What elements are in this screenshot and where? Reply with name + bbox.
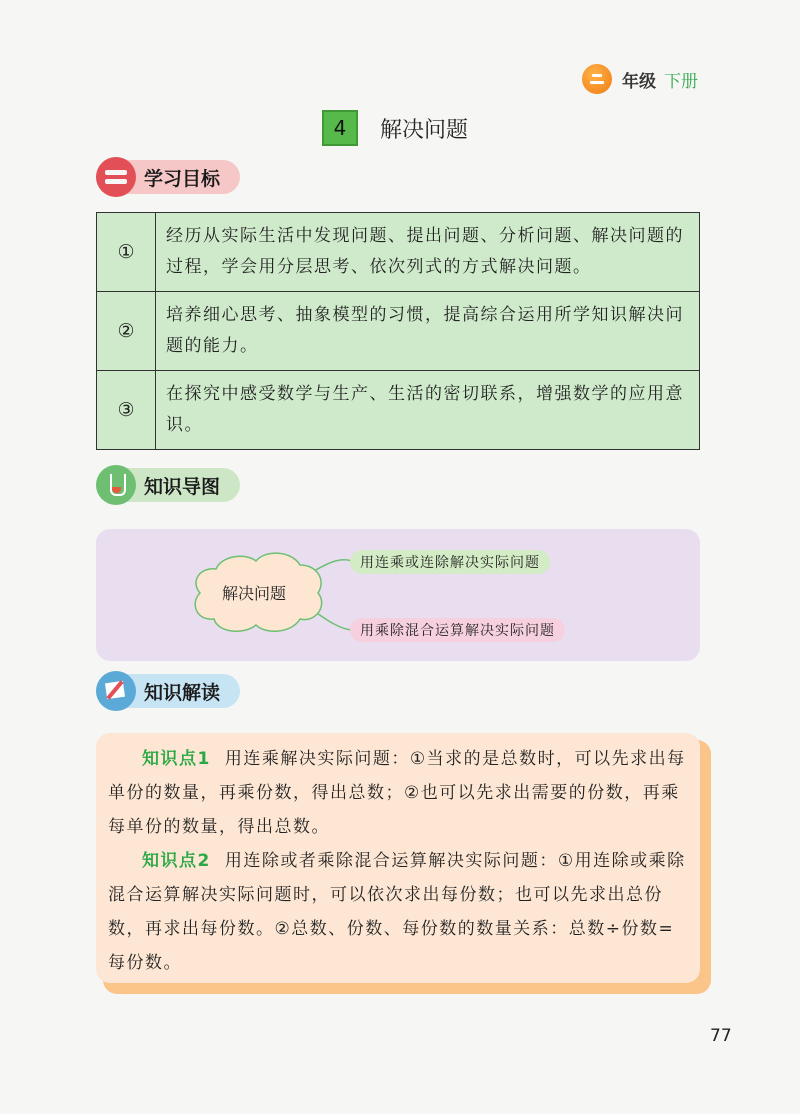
chapter-title: 解决问题 xyxy=(380,117,469,143)
notepad-pen-icon xyxy=(96,671,136,711)
chapter-heading xyxy=(322,110,468,146)
map-branch-1: 用连乘或连除解决实际问题 xyxy=(350,550,550,574)
map-branch-2: 用乘除混合运算解决实际问题 xyxy=(350,618,565,642)
page-number: 77 xyxy=(710,1026,732,1046)
section-explain-title: 知识解读 xyxy=(96,674,240,708)
table-row xyxy=(97,213,700,292)
map-center-label: 解决问题 xyxy=(222,584,287,603)
objective-text: 培养细心思考、抽象模型的习惯，提高综合运用所学知识解决问题的能力。 xyxy=(156,292,700,371)
flask-icon xyxy=(96,465,136,505)
grade-label: 年级 xyxy=(622,71,656,92)
section-explain-header xyxy=(96,674,240,708)
objective-text: 经历从实际生活中发现问题、提出问题、分析问题、解决问题的过程，学会用分层思考、依次列式的方式解决问题。 xyxy=(156,213,700,292)
objectives-table xyxy=(96,212,700,450)
knowledge-point-text: 用连乘解决实际问题：①当求的是总数时，可以先求出每单份的数量，再乘份数，得出总数；②也可以先求出需要的份数，再乘每单份的数量，得出总数。 xyxy=(108,749,686,837)
section-map-header xyxy=(96,468,240,502)
objective-number: ③ xyxy=(97,371,156,450)
objective-number: ② xyxy=(97,292,156,371)
knowledge-point-label: 知识点2 xyxy=(142,851,211,871)
section-objectives-title: 学习目标 xyxy=(96,160,240,194)
objective-number: ① xyxy=(97,213,156,292)
knowledge-point-text: 用连除或者乘除混合运算解决实际问题：①用连除或乘除混合运算解决实际问题时，可以依次求出每份数；也可以先求出总份数，再求出每份数。②总数、份数、每份数的数量关系：总数÷份数=每份数。 xyxy=(108,851,686,973)
section-map-title: 知识导图 xyxy=(96,468,240,502)
knowledge-point-2 xyxy=(108,844,692,980)
table-row xyxy=(97,292,700,371)
map-connector-top xyxy=(314,560,352,571)
objective-text: 在探究中感受数学与生产、生活的密切联系，增强数学的应用意识。 xyxy=(156,371,700,450)
map-connector-bottom xyxy=(314,611,352,630)
chapter-number: 4 xyxy=(322,110,358,146)
section-objectives-header xyxy=(96,160,240,194)
volume-label: 下册 xyxy=(664,71,698,92)
book-stack-icon xyxy=(96,157,136,197)
table-row xyxy=(97,371,700,450)
grade-badge xyxy=(582,64,698,94)
knowledge-point-1 xyxy=(108,742,692,844)
grade-two-icon xyxy=(582,64,612,94)
knowledge-point-label: 知识点1 xyxy=(142,749,211,769)
